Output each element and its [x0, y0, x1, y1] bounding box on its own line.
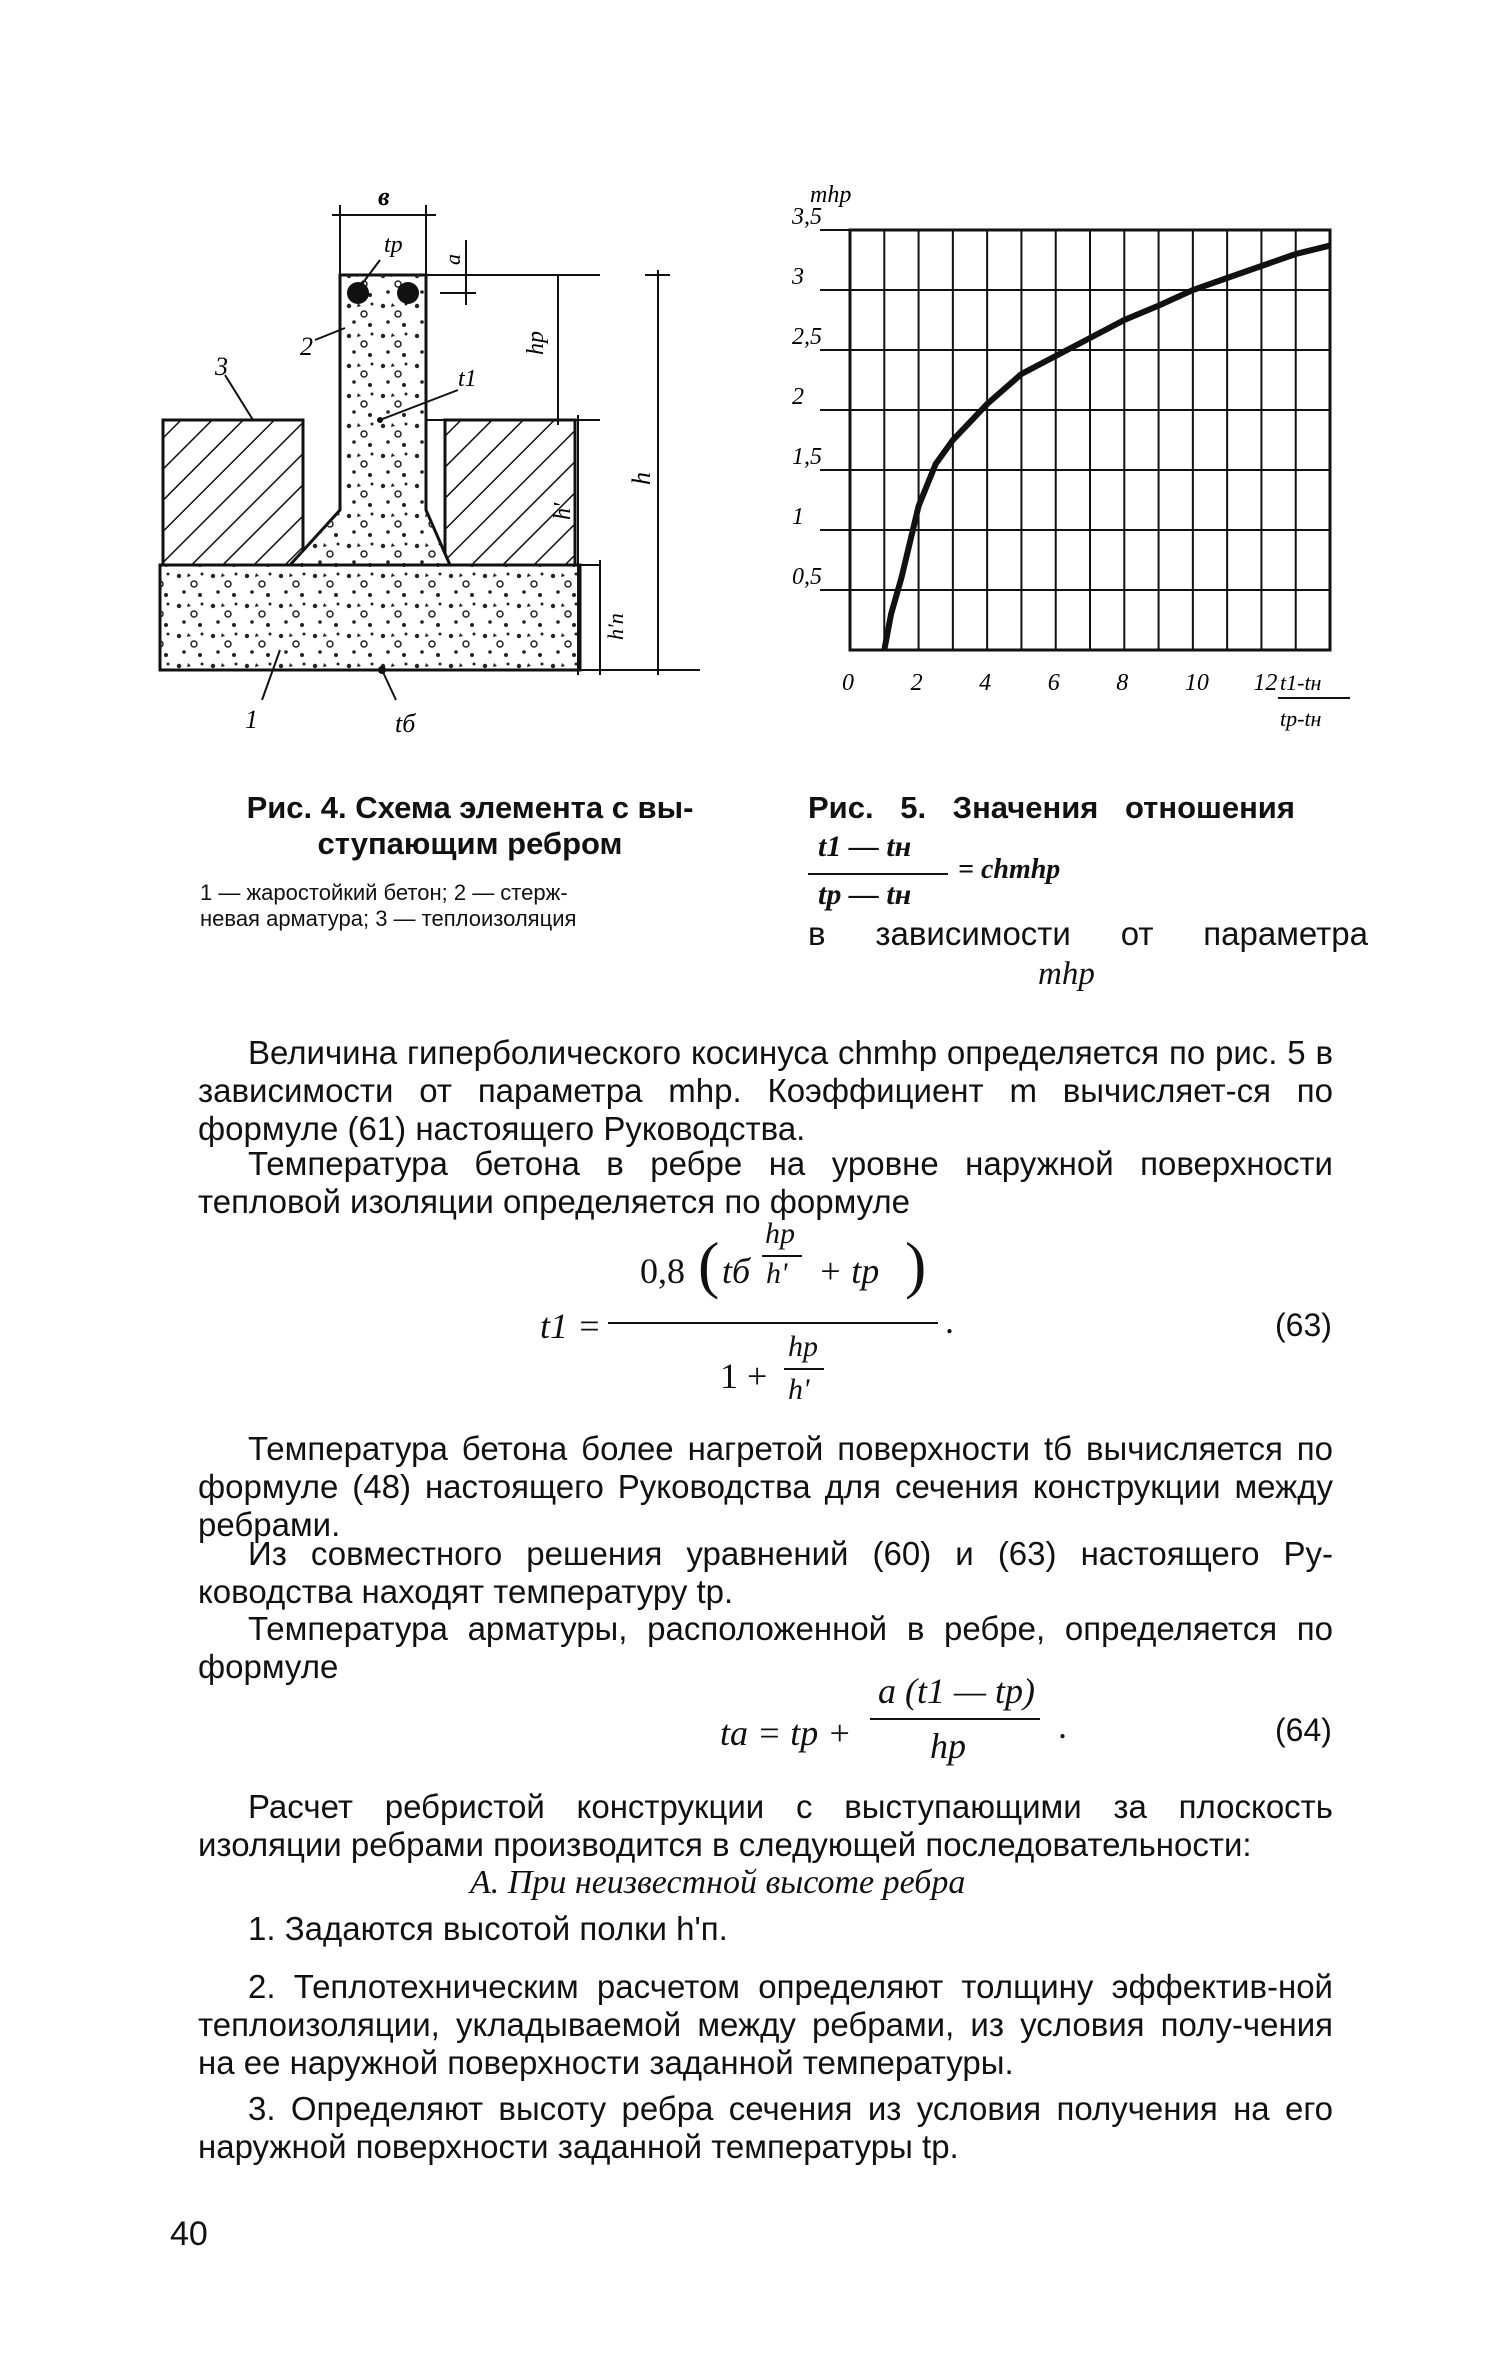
figure-4-diagram [140, 180, 740, 740]
chart-y-tick-label: 3 [792, 264, 804, 290]
fig5-caption-line3: в зависимости от параметра [808, 915, 1368, 952]
eq63-num-hprime: h' [766, 1257, 788, 1290]
label-2: 2 [300, 332, 313, 361]
subheading-a: А. При неизвестной высоте ребра [470, 1864, 966, 1901]
fig4-caption-line2: ступающим ребром [317, 826, 623, 861]
chart-y-axis-label: mhр [810, 182, 852, 208]
eq64-num: a (t1 — tр) [878, 1671, 1035, 1711]
chart-x-tick-label: 12 [1253, 670, 1278, 696]
label-hn: h'п [603, 613, 628, 640]
paragraph-3: Температура бетона более нагретой поверхности tб вычисляется по формуле (48) настоящего Руководства для сечения конструкции между ребрами. [198, 1430, 1333, 1543]
fig5-frac-rhs: = chmhр [958, 854, 1061, 885]
equation-63: t1 = 0,8 ( tб hр h' + tр ) 1 + hр h' . (63) [540, 1217, 1332, 1406]
chart-x-label-num: t1-tн [1280, 670, 1322, 695]
chart-x-label-den: tр-tн [1280, 706, 1322, 731]
label-hprime: h' [550, 502, 576, 520]
eq63-den-hr: hр [788, 1330, 818, 1363]
list-item-3: 3. Определяют высоту ребра сечения из условия получения на его наружной поверхности заданной температуры tр. [198, 2090, 1333, 2165]
fig4-legend-line2: невая арматура; 3 — теплоизоляция [200, 906, 577, 931]
fig5-fraction [808, 830, 1068, 920]
eq64-dot: . [1058, 1706, 1067, 1746]
label-t1: t1 [458, 366, 477, 392]
eq63-coef: 0,8 [640, 1251, 685, 1291]
page-number: 40 [170, 2215, 208, 2253]
fig4-legend-line1: 1 — жаростойкий бетон; 2 — стерж- [200, 880, 568, 905]
paragraph-4: Из совместного решения уравнений (60) и (63) настоящего Ру-ководства находят температуру tр. [198, 1535, 1333, 1610]
chart-y-tick-label: 1 [792, 504, 804, 530]
fig4-legend [200, 880, 720, 932]
paragraph-5: Температура арматуры, расположенной в ребре, определяется по формуле [198, 1610, 1333, 1685]
fig5-frac-num: t1 — tн [818, 830, 912, 863]
paragraph-6: Расчет ребристой конструкции с выступающими за плоскость изоляции ребрами производится в следующей последовательности: [198, 1788, 1333, 1863]
chart-x-tick-label: 10 [1184, 670, 1209, 696]
chart-y-tick-label: 2 [792, 384, 804, 410]
chart-x-tick-label: 4 [979, 670, 992, 696]
insulation-left [163, 420, 303, 565]
chart-x-tick-label: 6 [1047, 670, 1060, 696]
label-1: 1 [245, 705, 258, 734]
eq63-tb: tб [722, 1251, 751, 1291]
chart-x-tick-label: 8 [1116, 670, 1129, 696]
label-tr: tр [384, 232, 403, 258]
eq63-den-one: 1 + [720, 1356, 768, 1396]
label-b: в [378, 182, 390, 211]
eq63-dot: . [945, 1301, 954, 1341]
eq63-number: (63) [1275, 1307, 1332, 1343]
fig4-caption-title [200, 790, 740, 862]
label-tb: tб [395, 709, 416, 738]
figure-5-chart [790, 170, 1370, 770]
eq63-num-plus: + tр [818, 1251, 880, 1291]
rebar-right [397, 282, 419, 304]
chart-y-tick-label: 2,5 [792, 324, 822, 350]
label-h: h [627, 472, 656, 485]
eq63-lhs: t1 = [540, 1306, 602, 1346]
eq64-den: hр [930, 1726, 966, 1766]
label-3: 3 [215, 352, 228, 381]
list-item-1: 1. Задаются высотой полки h'п. [248, 1910, 728, 1947]
label-hr: hр [523, 331, 549, 355]
chart-x-tick-label: 0 [842, 670, 854, 696]
chart-y-tick-label: 1,5 [792, 444, 822, 470]
fig5-frac-den: tр — tн [818, 878, 912, 911]
equation-64 [720, 1670, 1340, 1790]
label-a: a [440, 254, 465, 265]
insulation-right [445, 420, 575, 565]
fig4-caption-line1: Рис. 4. Схема элемента с вы- [246, 790, 694, 825]
chart-y-tick-label: 3,5 [792, 204, 822, 230]
rebar-left [347, 282, 369, 304]
eq63-num-hr: hр [765, 1217, 795, 1250]
chart-x-axis-label [1278, 670, 1350, 731]
chart-y-tick-label: 0,5 [792, 564, 822, 590]
paragraph-2: Температура бетона в ребре на уровне наружной поверхности тепловой изоляции определяется по формуле [198, 1145, 1333, 1220]
paragraph-1: Величина гиперболического косинуса chmhр определяется по рис. 5 в зависимости от параметра mhр. Коэффициент m вычисляет-ся по формуле (61) настоящего Руководства. [198, 1034, 1333, 1147]
eq64-lhs: tа = tр + [720, 1713, 852, 1753]
list-item-2: 2. Теплотехническим расчетом определяют толщину эффектив-ной теплоизоляции, укладываемой между ребрами, из условия полу-чения на ее наружной поверхности заданной температуры. [198, 1968, 1333, 2081]
eq64-number: (64) [1275, 1712, 1332, 1748]
chart-x-tick-label: 2 [910, 670, 923, 696]
fig5-caption-line4: mhр [1038, 956, 1095, 992]
eq63-den-hprime: h' [788, 1373, 810, 1406]
fig5-caption-title: Рис. 5. Значения отношения [808, 790, 1295, 825]
